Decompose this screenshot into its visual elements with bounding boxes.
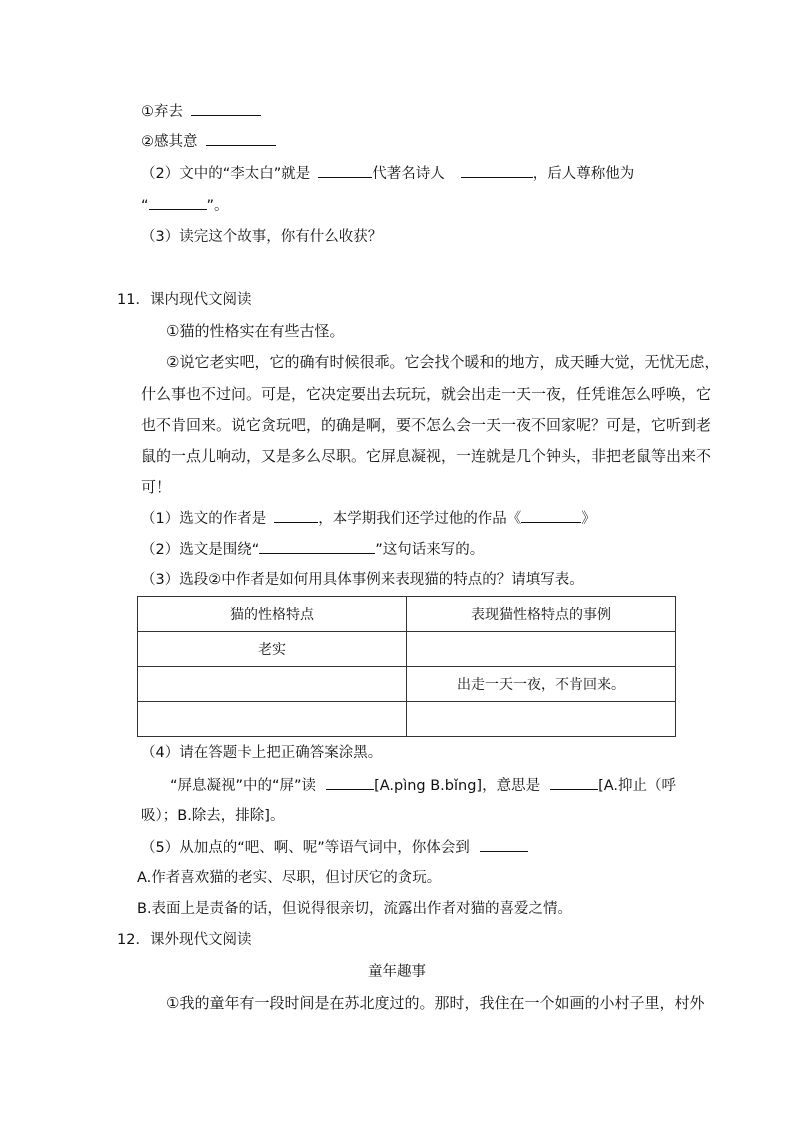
table-cell: 老实 [138,632,407,667]
table-row [138,632,676,667]
answer-blank[interactable] [550,775,598,790]
passage-paragraph-2-line: 什么事也不过问。可是，它决定要出去玩玩，就会出走一天一夜，任凭谁怎么呼唤，它 [141,385,712,403]
table-cell-blank[interactable] [407,632,676,667]
question-11-heading: 11．课内现代文阅读 [117,292,252,308]
passage-paragraph-2-line: ②说它老实吧，它的确有时候很乖。它会找个暖和的地方，成天睡大觉，无忧无虑， [166,353,720,371]
table-header: 猫的性格特点 [138,597,407,632]
question-11-5: （5）从加点的“吧、啊、呢”等语气词中，你体会到 [141,837,528,858]
question-11-3: （3）选段②中作者是如何用具体事例来表现猫的特点的？请填写表。 [141,572,584,588]
question-11-1: （1）选文的作者是 ，本学期我们还学过他的作品《 》 [141,508,596,529]
item-ganqiyi: ②感其意 [141,131,276,152]
passage-paragraph-1: ①我的童年有一段时间是在苏北度过的。那时，我住在一个如画的小村子里，村外 [166,994,705,1012]
answer-blank[interactable] [318,163,372,178]
table-header-row [138,597,676,632]
option-a[interactable]: A.作者喜欢猫的老实、尽职，但讨厌它的贪玩。 [137,870,442,886]
question-10-2: （2）文中的“李太白”就是 代著名诗人 ，后人尊称他为 [141,163,634,184]
passage-paragraph-2-line: 鼠的一点儿响动，又是多么尽职。它屏息凝视，一连就是几个钟头，非把老鼠等出来不 [141,447,712,465]
passage-paragraph-2-line: 可！ [141,478,172,496]
question-11-2: （2）选文是围绕“ ”这句话来写的。 [141,539,484,560]
answer-blank[interactable] [149,195,207,210]
answer-blank[interactable] [274,508,318,523]
table-cell-blank[interactable] [138,667,407,702]
option-b[interactable]: B.表面上是责备的话，但说得很亲切，流露出作者对猫的喜爱之情。 [137,901,573,917]
table-header: 表现猫性格特点的事例 [407,597,676,632]
table-cell: 出走一天一夜，不肯回来。 [407,667,676,702]
question-10-2-cont: “ ”。 [141,195,229,216]
item-qiqu: ①弃去 [141,101,261,122]
answer-table [137,596,676,737]
answer-blank[interactable] [259,539,375,554]
answer-blank[interactable] [480,837,528,852]
answer-blank[interactable] [206,131,276,146]
table-cell-blank[interactable] [138,702,407,737]
question-10-3: （3）读完这个故事，你有什么收获？ [141,229,383,245]
answer-blank[interactable] [461,163,533,178]
passage-paragraph-2-line: 也不肯回来。说它贪玩吧，的确是啊，要不怎么会一天一夜不回家呢？可是，它听到老 [141,416,712,434]
question-12-heading: 12．课外现代文阅读 [117,932,252,948]
question-11-4: （4）请在答题卡上把正确答案涂黑。 [141,745,383,761]
question-11-4-prompt: “屏息凝视”中的“屏”读 [A.pìng B.bǐng]，意思是 [A.抑止（呼 [170,775,676,796]
table-row [138,702,676,737]
answer-blank[interactable] [521,508,581,523]
passage-title: 童年趣事 [368,964,426,980]
answer-blank[interactable] [326,775,374,790]
question-11-4-prompt-cont: 吸）；B.除去，排除]。 [141,808,285,824]
passage-paragraph-1: ①猫的性格实在有些古怪。 [166,322,345,340]
answer-blank[interactable] [191,101,261,116]
table-row [138,667,676,702]
table-cell-blank[interactable] [407,702,676,737]
